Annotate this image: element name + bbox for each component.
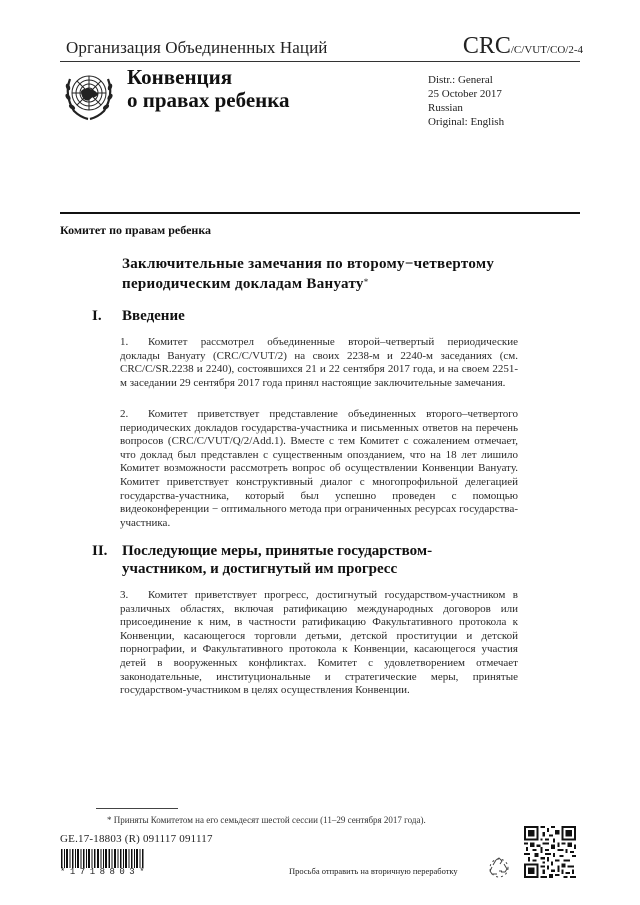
- convention-title: [127, 66, 290, 112]
- section-heading-introduction: [92, 307, 532, 327]
- paragraph-text: Комитет рассмотрел объединенные второй–четвертый периодические доклады Вануату (CRC/C/VUT/2) на своих 2238-м и 2240-м заседаниях (см. CRC/C/SR.2238 и 2240), состоявшихся 21 и 22 сентября 2017 года, и на своем 2251-м заседании 29 сентября 2017 года принял настоящие заключительные замечания.: [120, 336, 518, 389]
- paragraph-3: [120, 589, 518, 698]
- header-rule: [60, 61, 580, 62]
- section-number: I.: [92, 308, 102, 324]
- symbol-suffix: /C/VUT/CO/2-4: [510, 44, 583, 56]
- paragraph-text: Комитет приветствует прогресс, достигнутый государством-участником в различных областях, включая ратификацию международных договоров или присоединение к ним, в частности ратификацию Факультативного протокола к Конвенции, касающегося торговли детьми, детской проституции и детской порнографии, и Факультативного протокола к Конвенции, касающегося участия детей в вооруженных конфликтах. Комитет с удовлетворением отмечает законодательные, институциональные и стратегические меры, принятые государством-участником в целях осуществления Конвенции.: [120, 589, 518, 697]
- distribution-block: [428, 73, 504, 129]
- document-language: Russian: [428, 102, 463, 114]
- document-title: [122, 255, 522, 293]
- paragraph-1: [120, 336, 518, 390]
- convention-title-line2: о правах ребенка: [127, 88, 290, 112]
- title-rule: [60, 212, 580, 214]
- convention-title-line1: Конвенция: [127, 65, 233, 89]
- document-title-line1: Заключительные замечания по второму−четвертому: [122, 256, 495, 272]
- section-heading-follow-up: [92, 542, 532, 582]
- paragraph-number: 2.: [120, 408, 129, 420]
- recycle-notice: Просьба отправить на вторичную переработку: [289, 866, 458, 876]
- recycle-icon: [487, 856, 511, 880]
- original-language: Original: English: [428, 116, 505, 128]
- un-emblem-icon: [62, 67, 116, 121]
- distr-general: Distr.: General: [428, 74, 493, 86]
- document-title-line2: периодическим докладам Вануату: [122, 276, 364, 292]
- barcode-number: *1718803*: [60, 867, 150, 877]
- committee-name: Комитет по правам ребенка: [60, 223, 212, 237]
- barcode-icon: [61, 849, 145, 868]
- qr-code-icon[interactable]: [524, 826, 576, 878]
- footnote-mark[interactable]: *: [363, 277, 369, 287]
- document-date: 25 October 2017: [428, 88, 502, 100]
- section-title: Введение: [122, 308, 185, 324]
- organization-name: Организация Объединенных Наций: [66, 38, 328, 57]
- paragraph-text: Комитет приветствует представление объединенных второго–четвертого периодических докладов государства-участника и письменных ответов на перечень вопросов (CRC/C/VUT/Q/2/Add.1). Вместе с тем Комитет с сожалением отмечает, что доклад был представлен с существенным опозданием, что на 18 лет лишило Комитет возможности рассмотреть вопрос об осуществлении Конвенции Вануату. Комитет приветствует конструктивный диалог с многопрофильной делегацией государства-участника, который был успешно проведен с помощью видеоконференции − оптимального метода при ограниченных ресурсах государства-участника.: [120, 408, 518, 529]
- section-number: II.: [92, 543, 108, 559]
- footnote: * Приняты Комитетом на его семьдесят шестой сессии (11–29 сентября 2017 года).: [107, 815, 426, 825]
- section-title: Последующие меры, принятые государством-участником, и достигнутый им прогресс: [122, 543, 433, 577]
- job-number: GE.17-18803 (R) 091117 091117: [60, 833, 213, 845]
- paragraph-number: 1.: [120, 336, 129, 348]
- paragraph-number: 3.: [120, 589, 129, 601]
- symbol-prefix: CRC: [462, 33, 511, 59]
- footnote-rule: [96, 808, 178, 809]
- document-symbol: [463, 33, 583, 60]
- paragraph-2: [120, 408, 518, 530]
